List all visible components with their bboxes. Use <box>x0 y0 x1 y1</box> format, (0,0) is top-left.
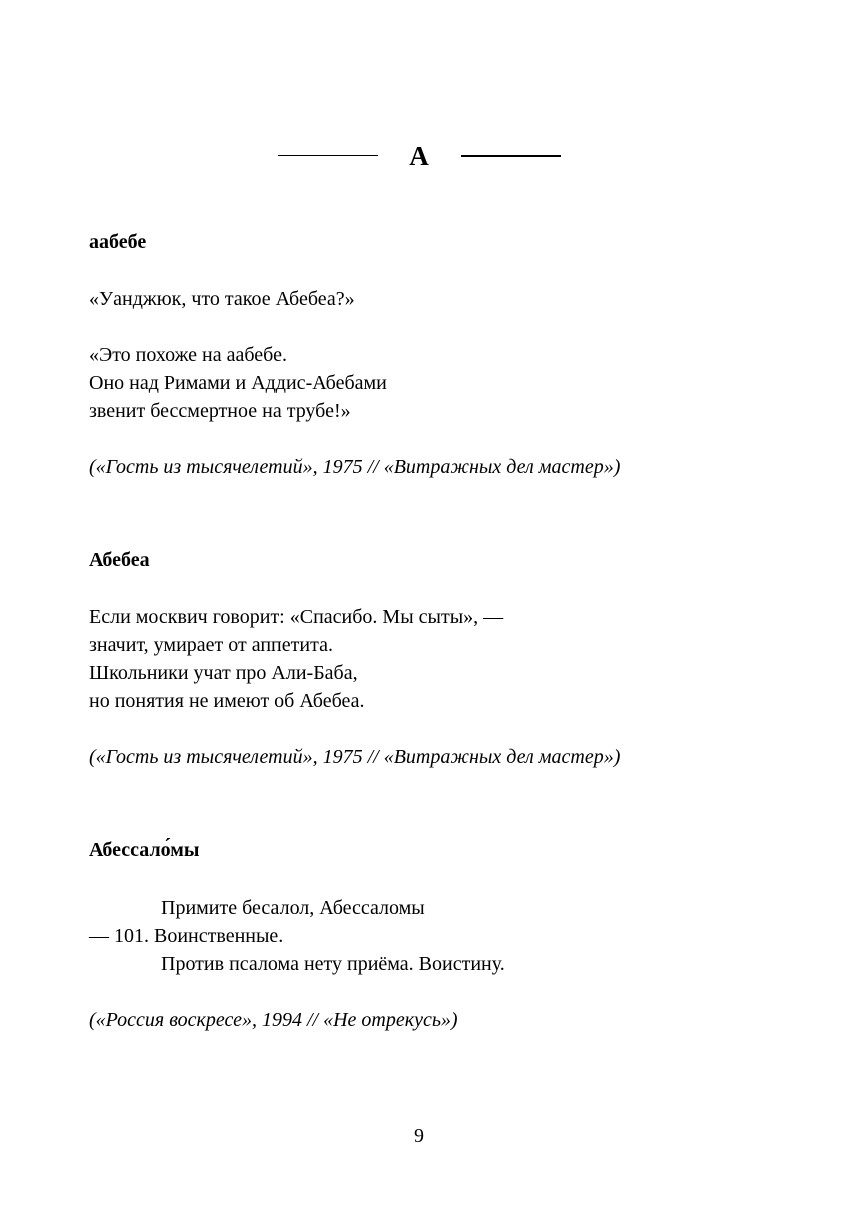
quote-line: Против псалома нету приёма. Воистину. <box>161 953 505 975</box>
quote-line: — 101. Воинственные. <box>89 925 284 947</box>
entry-source: («Россия воскресе», 1994 // «Не отрекусь») <box>89 1009 458 1031</box>
entry-source: («Гость из тысячелетий», 1975 // «Витражных дел мастер») <box>89 746 621 768</box>
quote-line: Оно над Римами и Аддис-Абебами <box>89 372 387 394</box>
section-letter: А <box>409 141 429 171</box>
quote-line: Если москвич говорит: «Спасибо. Мы сыты», — <box>89 606 504 628</box>
section-heading <box>0 136 857 176</box>
entry-headword: аабебе <box>89 231 147 253</box>
quote-line: Примите бесалол, Абессаломы <box>161 897 425 919</box>
quote-line: Школьники учат про Али-Баба, <box>89 662 358 684</box>
entry-source: («Гость из тысячелетий», 1975 // «Витражных дел мастер») <box>89 456 621 478</box>
quote-line: «Уанджюк, что такое Абебеа?» <box>89 288 355 310</box>
quote-line: значит, умирает от аппетита. <box>89 634 333 656</box>
entry-headword: Абебеа <box>89 549 150 571</box>
page-number: 9 <box>414 1125 424 1147</box>
heading-rule-right <box>461 155 561 157</box>
entry-headword: Абессало́мы <box>89 839 200 861</box>
quote-line: «Это похоже на аабебе. <box>89 344 287 366</box>
quote-line: но понятия не имеют об Абебеа. <box>89 690 365 712</box>
quote-line: звенит бессмертное на трубе!» <box>89 400 351 422</box>
